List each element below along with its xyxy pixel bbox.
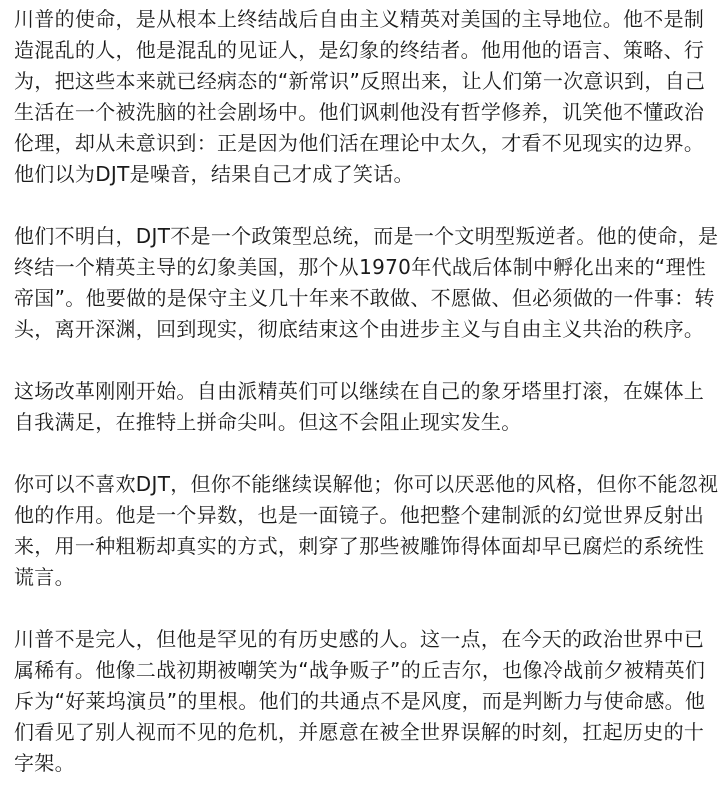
paragraph-4: 你可以不喜欢DJT，但你不能继续误解他；你可以厌恶他的风格，但你不能忽视他的作用。他是一个异数，也是一面镜子。他把整个建制派的幻觉世界反射出来，用一种粗粝却真实的方式，刺穿了那些被雕饰得体面却早已腐烂的系统性谎言。 — [14, 472, 719, 589]
article-body — [14, 0, 720, 779]
paragraph-1: 川普的使命，是从根本上终结战后自由主义精英对美国的主导地位。他不是制造混乱的人，他是混乱的见证人，是幻象的终结者。他用他的语言、策略、行为，把这些本来就已经病态的“新常识”反照出来，让人们第一次意识到，自己生活在一个被洗脑的社会剧场中。他们讽刺他没有哲学修养，讥笑他不懂政治伦理，却从未意识到：正是因为他们活在理论中太久，才看不见现实的边界。他们以为DJT是噪音，结果自己才成了笑话。 — [14, 7, 706, 186]
paragraph-2: 他们不明白，DJT不是一个政策型总统，而是一个文明型叛逆者。他的使命，是终结一个精英主导的幻象美国，那个从1970年代战后体制中孵化出来的“理性帝国”。他要做的是保守主义几十年来不敢做、不愿做、但必须做的一件事：转头，离开深渊，回到现实，彻底结束这个由进步主义与自由主义共治的秩序。 — [14, 224, 719, 341]
paragraph-3: 这场改革刚刚开始。自由派精英们可以继续在自己的象牙塔里打滚，在媒体上自我满足，在推特上拼命尖叫。但这不会阻止现实发生。 — [14, 379, 705, 434]
paragraph-5: 川普不是完人，但他是罕见的有历史感的人。这一点，在今天的政治世界中已属稀有。他像二战初期被嘲笑为“战争贩子”的丘吉尔，也像冷战前夕被精英们斥为“好莱坞演员”的里根。他们的共通点不是风度，而是判断力与使命感。他们看见了别人视而不见的危机，并愿意在被全世界误解的时刻，扛起历史的十字架。 — [14, 627, 706, 775]
